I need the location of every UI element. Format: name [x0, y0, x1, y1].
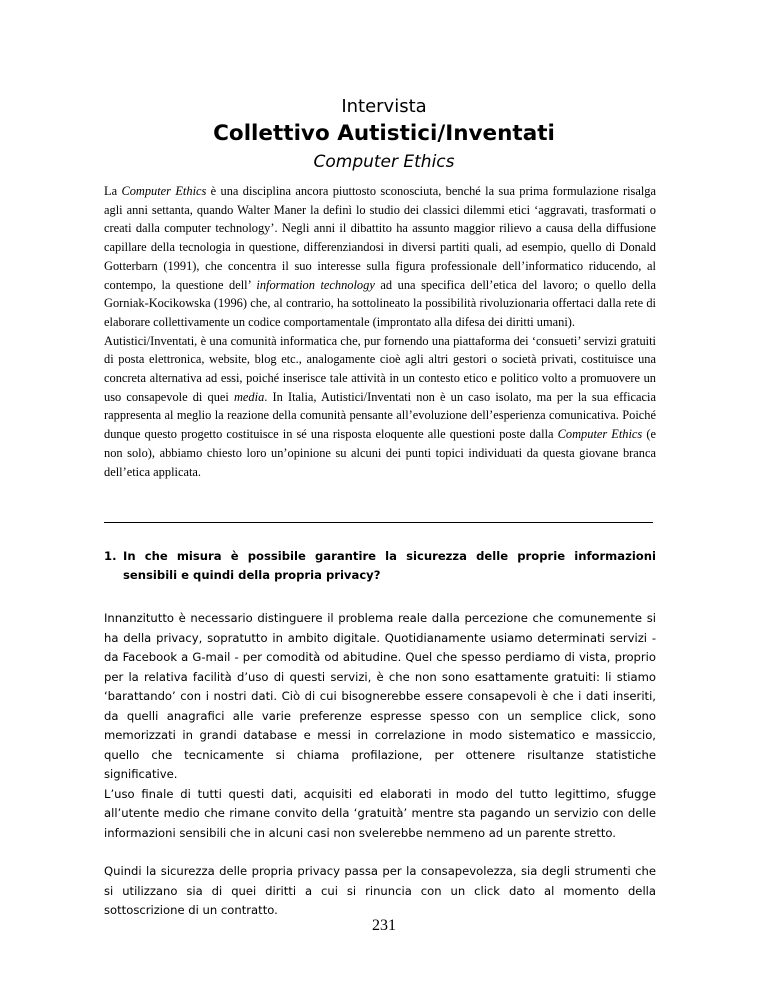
article-title: Collettivo Autistici/Inventati	[213, 121, 555, 146]
answer-paragraph-2: L’uso finale di tutti questi dati, acquisiti ed elaborati in modo del tutto legittimo, sfugge all’utente medio che rimane convito della ‘gratuità’ mentre sta pagando un servizio con delle informazioni sensibili che in alcuni casi non svelerebbe nemmeno ad un parente stretto.	[104, 786, 656, 840]
question-1	[104, 547, 656, 584]
intro-paragraph-1: La Computer Ethics è una disciplina ancora piuttosto sconosciuta, benché la sua prima formulazione risalga agli anni settanta, quando Walter Maner la definì lo studio dei classici dilemmi etici ‘aggravati, trasformati o creati dalla computer technology’. Negli anni il dibattito ha assunto maggior rilievo a causa della diffusione capillare della tecnologia in questione, differenziandosi in diversi partiti quali, ad esempio, quello di Donald Gotterbarn (1991), che concentra il suo interesse sulla figura professionale dell’informatico riducendo, al contempo, la questione dell’ information technology ad una specifica dell’etica del lavoro; o quello della Gorniak-Kocikowska (1996) che, al contrario, ha sottolineato la possibilità rivoluzionaria offertaci dalla rete di elaborare collettivamente un codice comportamentale (improntato alla difesa dei diritti umani).	[104, 184, 656, 329]
answer-1	[104, 609, 656, 921]
question-number: 1.	[104, 549, 117, 563]
question-text: In che misura è possibile garantire la sicurezza delle proprie informazioni sensibili e quindi della propria privacy?	[123, 549, 656, 582]
answer-paragraph-3: Quindi la sicurezza delle propria privacy passa per la consapevolezza, sia degli strumenti che si utilizzano sia di quei diritti a cui si rinuncia con un click dato al momento della sottoscrizione di un contratto.	[104, 864, 656, 917]
section-divider	[104, 522, 653, 523]
answer-paragraph-1: Innanzitutto è necessario distinguere il problema reale dalla percezione che comunemente si ha della privacy, sopratutto in ambito digitale. Quotidianamente usiamo determinati servizi - da Facebook a G-mail - per comodità od abitudine. Quel che spesso perdiamo di vista, proprio per la relativa facilità d’uso di questi servizi, è che non sono esattamente gratuiti: li stiamo ‘barattando’ con i nostri dati. Ciò di cui bisognerebbe essere consapevoli è che i dati inseriti, da quelli anagrafici alle varie preferenze espresse spesso con un semplice click, sono memorizzati in grandi database e messi in correlazione in modo sistematico e massiccio, quello che tecnicamente si chiama profilazione, per ottenere risultanze statistiche significative.	[104, 611, 656, 781]
article-subtitle: Computer Ethics	[313, 152, 455, 172]
article-kicker: Intervista	[341, 96, 427, 117]
intro-section	[104, 182, 656, 481]
intro-paragraph-2: Autistici/Inventati, è una comunità informatica che, pur fornendo una piattaforma dei ‘consueti’ servizi gratuiti di posta elettronica, website, blog etc., analogamente cioè agli altri gestori o società privati, costituisce una concreta alternativa ad essi, poiché inserisce tale attività in un contesto etico e politico volto a promuovere un uso consapevole di quei media. In Italia, Autistici/Inventati non è un caso isolato, ma per la sua efficacia rappresenta al meglio la reazione della comunità pensante all’evoluzione dell’esperienza comunicativa. Poiché dunque questo progetto costituisce in sé una risposta eloquente alle questioni poste dalla Computer Ethics (e non solo), abbiamo chiesto loro un’opinione su alcuni dei punti topici individuati da questa giovane branca dell’etica applicata.	[104, 333, 656, 479]
article-header	[0, 96, 768, 173]
page-number: 231	[372, 917, 396, 934]
